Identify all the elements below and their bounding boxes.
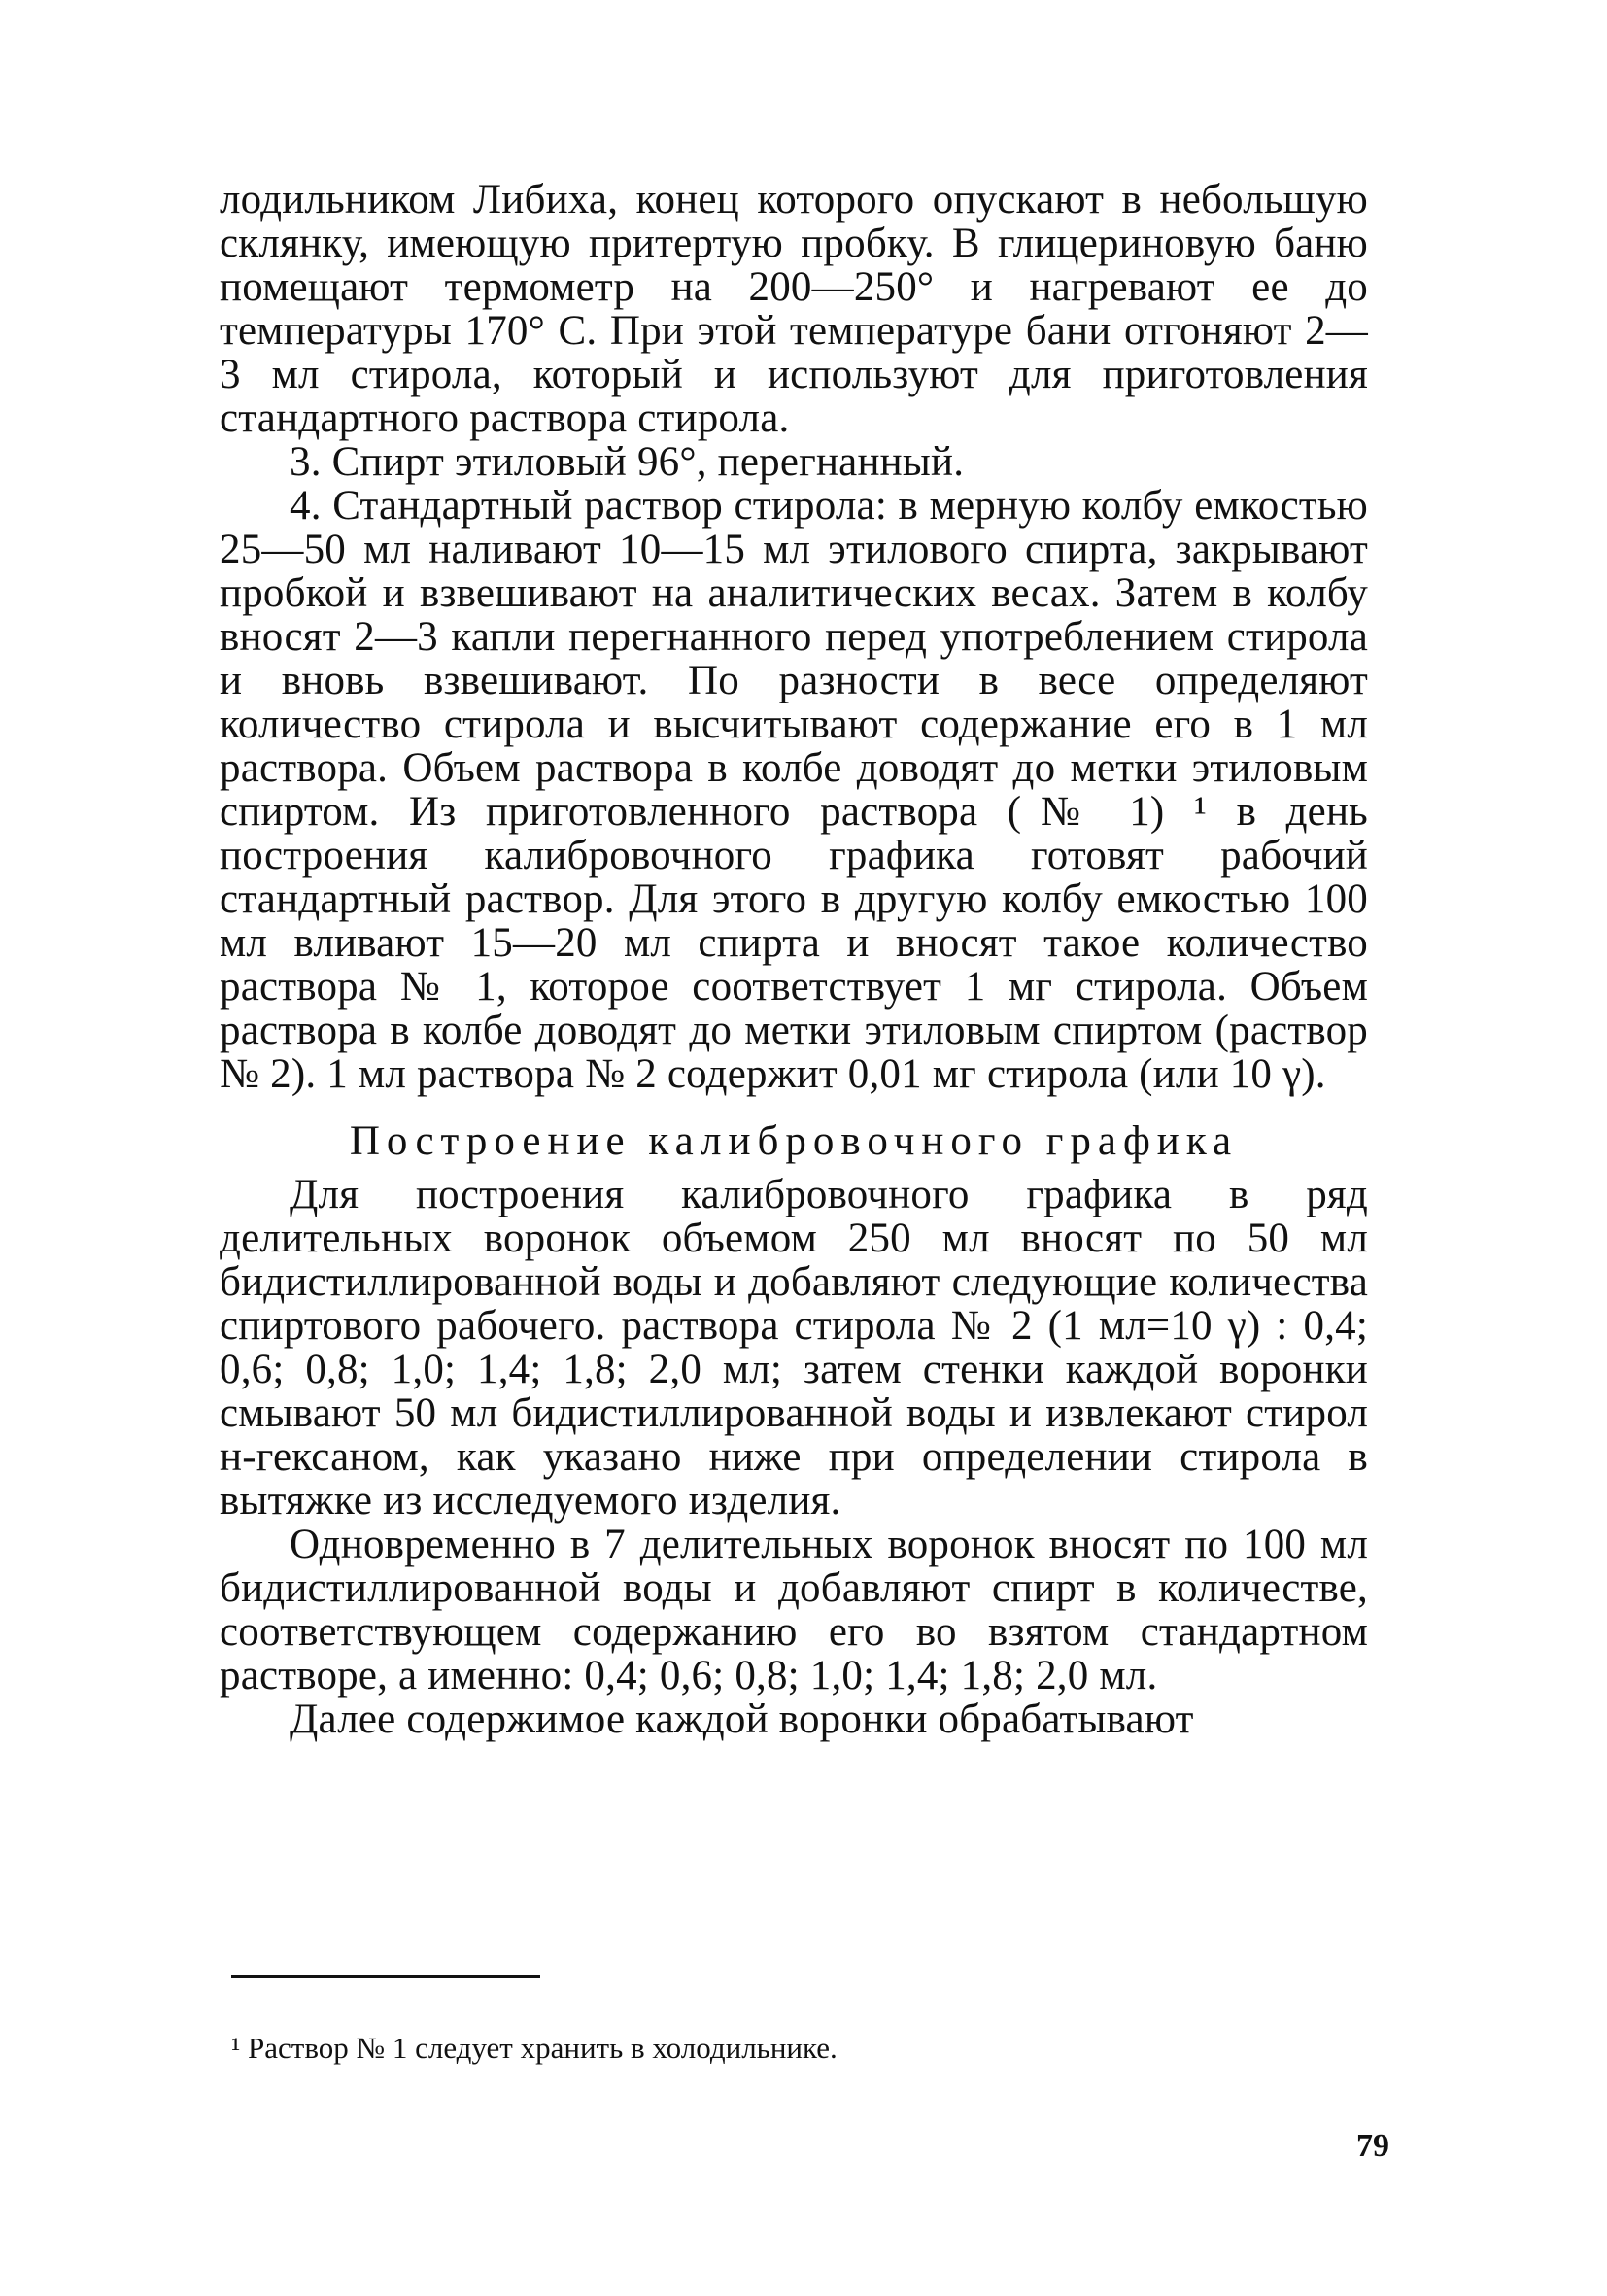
section-paragraph-3: Далее содержимое каждой воронки обрабатывают: [290, 1696, 1194, 1742]
footnote-divider: [231, 1975, 540, 1978]
section-heading: Построение калибровочного графика: [349, 1118, 1239, 1164]
section-paragraph-2: Одновременно в 7 делительных воронок вносят по 100 мл бидистиллированной воды и добавляют спирт в количестве, соответствующем содержанию его во взятом стандартном растворе, а именно: 0,4; 0,6; 0,8; 1,0; 1,4; 1,8; 2,0 мл.: [220, 1522, 1368, 1698]
section-paragraph-1: Для построения калибровочного графика в ряд делительных воронок объемом 250 мл вносят по 50 мл бидистиллированной воды и добавляют следующие количества спиртового рабочего. раствора стирола № 2 (1 мл=10 γ) : 0,4; 0,6; 0,8; 1,0; 1,4; 1,8; 2,0 мл; затем стенки каждой воронки смывают 50 мл бидистиллированной воды и извлекают стирол н-гексаном, как указано ниже при определении стирола в вытяжке из исследуемого изделия.: [220, 1172, 1368, 1524]
paragraph-item-4: 4. Стандартный раствор стирола: в мерную колбу емкостью 25—50 мл наливают 10—15 мл этилового спирта, закрывают пробкой и взвешивают на аналитических весах. Затем в колбу вносят 2—3 капли перегнанного перед употреблением стирола и вновь взвешивают. По разности в весе определяют количество стирола и высчитывают содержание его в 1 мл раствора. Объем раствора в колбе доводят до метки этиловым спиртом. Из приготовленного раствора (№ 1) ¹ в день построения калибровочного графика готовят рабочий стандартный раствор. Для этого в другую колбу емкостью 100 мл вливают 15—20 мл спирта и вносят такое количество раствора № 1, которое соответствует 1 мг стирола. Объем раствора в колбе доводят до метки этиловым спиртом (раствор № 2). 1 мл раствора № 2 содержит 0,01 мг стирола (или 10 γ).: [220, 483, 1368, 1097]
page-number: 79: [1356, 2128, 1389, 2164]
main-text: [220, 178, 1368, 1741]
footnote: ¹ Раствор № 1 следует хранить в холодильнике.: [231, 2031, 838, 2065]
paragraph-item-3: 3. Спирт этиловый 96°, перегнанный.: [290, 439, 965, 485]
paragraph-continuation: лодильником Либиха, конец которого опускают в небольшую склянку, имеющую притертую пробку. В глицериновую баню помещают термометр на 200—250° и нагревают ее до температуры 170° С. При этой температуре бани отгоняют 2—3 мл стирола, который и используют для приготовления стандартного раствора стирола.: [220, 177, 1368, 441]
